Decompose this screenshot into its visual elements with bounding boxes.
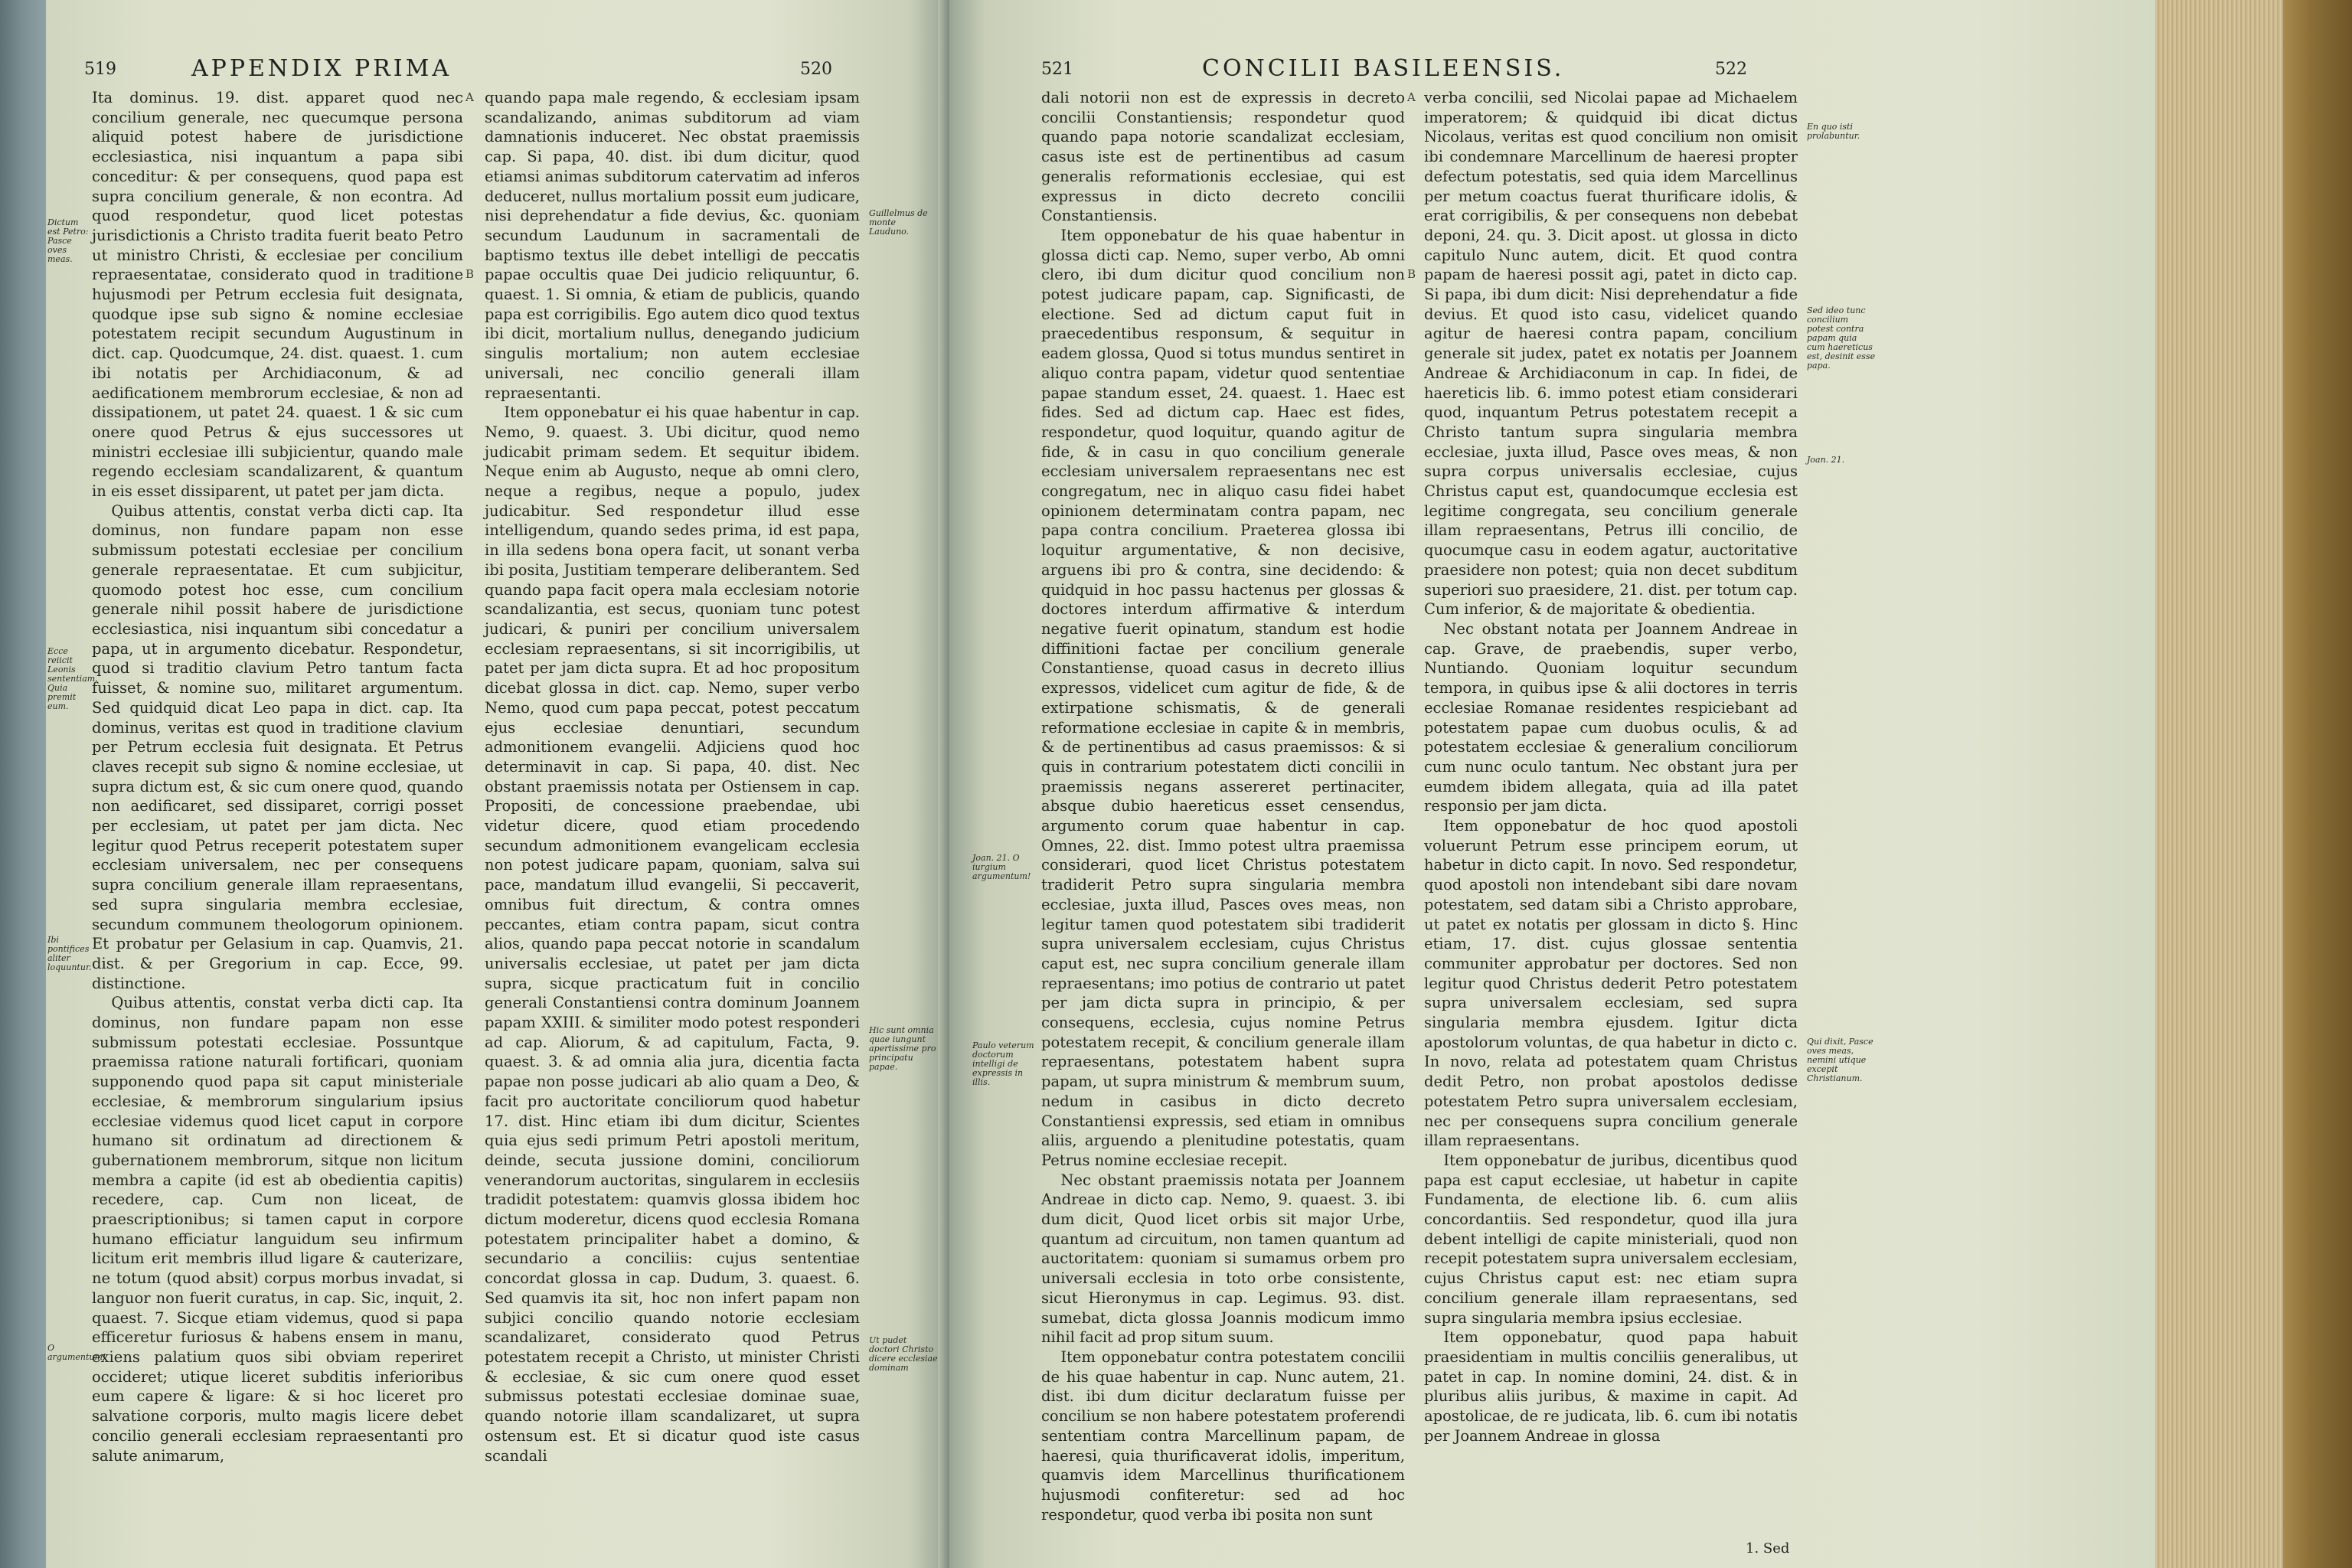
running-head-left: APPENDIX PRIMA [191,55,452,82]
section-letters: A B [1407,90,1416,282]
margin-note: Ecce reiicit Leonis sententiam. Quia premit eum. [47,646,98,711]
page-edges [2155,0,2352,1568]
left-column-2 [485,88,860,1543]
right-page [949,0,2155,1568]
margin-note: Ibi pontifices aliter loquuntur. [47,935,92,972]
margin-note: Sed ideo tunc concilium potest contra papam quia cum haereticus est, desinit esse papa. [1807,305,1876,371]
paragraph: Nec obstant notata per Joannem Andreae in cap. Grave, de praebendis, super verbo, Nuntiando. Quoniam loquitur secundum tempora, in quibus ipse & alii doctores in terris ecclesiae Romanae residentes respiciebant ad potestatem papae cum duobus oculis, & ad potestatem ecclesiae & generalium conciliorum cum nunc oculo tantum. Nec obstant jura per eumdem ibidem allegata, quia ad illa patet responsio per jam dicta. [1424,619,1798,815]
right-column-2 [1424,88,1798,1543]
paragraph: verba concilii, sed Nicolai papae ad Michaelem imperatorem; & quidquid ibi dicat dictus Nicolaus, veritas est quod concilium non omisit ibi condemnare Marcellinum de haeresi propter defectum potestatis, sed quia idem Marcellinus per metum coactus fuerat thurificare idolis, & erat corrigibilis, & per consequens non debebat deponi, 24. qu. 3. Dicit apost. ut glossa in dicto capitulo Nunc autem, dicit. Et quod contra papam de haeresi possit agi, patet in dicto cap. Si papa, ibi dum dicit: Nisi deprehendatur a fide devius. Et quod isto casu, videlicet quando agitur de haeresi contra papam, concilium generale sit judex, patet ex notatis per Joannem Andreae & Archidiaconum in cap. In fidei, de haereticis lib. 6. immo potest etiam considerari quod, inquantum Petrus potestatem recepit a Christo tantum supra singularia membra ecclesiae, juxta illud, Pasce oves meas, & non supra corpus universalis ecclesiae, cujus Christus caput est, quandocumque ecclesia est legitime congregata, seu concilium generale illam repraesentans, Petrus illi concilio, de quocumque casu in eodem agatur, auctoritative praesidere non potest; quia non decet subditum superiori suo praesidere, 21. dist. per totum cap. Cum inferior, & de majoritate & obedientia. [1424,89,1798,619]
margin-note: Joan. 21. O iurgium argumentum! [972,853,1031,881]
paragraph: Quibus attentis, constat verba dicti cap. Ita dominus, non fundare papam non esse submissum potestati ecclesiae. Possuntque praemissa ratione naturali fortificari, quoniam supponendo quod papa sit caput ministeriale ecclesiae, & membrorum singularium ipsius ecclesiae videmus quod licet caput in corpore humano sit ordinatum ad directionem & gubernationem membrorum, sitque non licitum membra a capite (id est ab obedientia capitis) recedere, cap. Cum non liceat, de praescriptionibus; si tamen caput in corpore humano efficiatur languidum seu infirmum licitum erit membris illud ligare & cauterizare, ne totum (quod absit) corpus morbus invadat, si languor non fuerit curatus, in cap. Sic, inquit, 2. quaest. 7. Sicque etiam videmus, quod si papa efficeretur furiosus & habens ensem in manu, exiens palatium quos sibi obviam reperiret occideret; utique liceret subditis inferioribus eum capere & ligare: & si hoc liceret pro salvatione corporis, multo magis licere debet concilio generali ecclesiam repraesentanti pro salute animarum, [92,994,463,1465]
paragraph: Item opponebatur, quod papa habuit praesidentiam in multis conciliis generalibus, ut patet in cap. In nomine domini, 24. dist. & in pluribus aliis juribus, & maxime in capit. Ad apostolicae, de re judicata, lib. 6. cum ibi notatis per Joannem Andreae in glossa [1424,1328,1798,1445]
section-letters: A B [466,90,475,282]
paragraph: Item opponebatur de his quae habentur in glossa dicti cap. Nemo, super verbo, Ab omni clero, ibi dum dicitur quod concilium non potest judicare papam, cap. Significasti, de electione. Sed ad dictum caput fuit in praecedentibus responsum, & sequitur in eadem glossa, Quod si totus mundus sentiret in aliquo contra papam, videtur quod sententiae papae standum esset, 24. quaest. 1. Haec est fides. Sed ad dictum cap. Haec est fides, respondetur, quod loquitur, quando agitur de fide, & in casu in quo concilium generale ecclesiam universalem repraesentans nec est congregatum, nec in aliquo casu fidei habet opinionem determinatam contra papam, nec papa contra concilium. Praeterea glossa ibi loquitur argumentative, & non decisive, arguens ibi pro & contra, sine decidendo: & quidquid in hoc passu hactenus per glossas & doctores interdum affirmative & interdum negative fuerit opinatum, standum est hodie diffinitioni factae per concilium generale Constantiense, quoad casus in decreto illius expressos, videlicet cum agitur de fide, & de extirpatione schismatis, & de generali reformatione ecclesiae in capite & in membris, & de pertinentibus ad casus praemissos: & si quis in contrarium potestatem dicti concilii in praemissis negans assereret pertinaciter, absque dubio haereticus esset censendus, argumento corum quae habentur in cap. Omnes, 22. dist. Immo potest ultra praemissa considerari, quod licet Christus potestatem tradiderit Petro supra singularia membra ecclesiae, juxta illud, Pasces oves meas, non legitur tamen quod potestatem sibi tradiderit supra universalem ecclesiam, cujus Christus caput est, nec supra concilium generale illam repraesentans; imo potius de contrario ut patet per jam dicta supra in principio, & per consequens, ecclesia, cujus nomine Petrus potestatem recepit, & concilium generale illam repraesentans, potestatem habent supra papam, ut supra ministrum & membrum suum, nedum in casibus in dicto decreto Constantiensi expressis, sed etiam in omnibus aliis, arguendo a plenitudine potestatis, quam Petrus nomine ecclesiae recepit. [1041,226,1405,1169]
book-cover-edge [2283,0,2352,1568]
margin-note: Hic sunt omnia quae iungunt apertissime pro principatu papae. [869,1025,936,1072]
page-number-521: 521 [1041,60,1073,79]
page-number-522: 522 [1715,60,1747,79]
paragraph: Quibus attentis, constat verba dicti cap. Ita dominus, non fundare papam non esse submissum potestati ecclesiae per concilium generale repraesentatae. Et cum subjicitur, quomodo potest hoc esse, cum concilium generale nihil possit habere de jurisdictione ecclesiastica, nisi inquantum sibi concedatur a papa, ut in argumento dicebatur. Respondetur, quod si traditio clavium Petro tantum facta fuisset, & nomine suo, militaret argumentum. Sed quidquid dicat Leo papa in dict. cap. Ita dominus, veritas est quod in traditione clavium per Petrum ecclesia fuit designata. Et Petrus claves recepit sub signo & nomine ecclesiae, ut supra dictum est, & sic cum onere quod, quando non aedificaret, sed dissiparet, corrigi posset per ecclesiam, ut patet per jam dicta. Nec legitur quod Petrus receperit potestatem super ecclesiam universalem, nec per consequens supra concilium generale illam repraesentans, sed supra singularia membra ecclesiae, secundum communem theologorum opinionem. Et probatur per Gelasium in cap. Quamvis, 21. dist. & per Gregorium in cap. Ecce, 99. distinctione. [92,501,463,992]
margin-note: Joan. 21. [1807,455,1845,465]
paragraph: quando papa male regendo, & ecclesiam ipsam scandalizando, animas subditorum ad viam damnationis induceret. Nec obstat praemissis cap. Si papa, 40. dist. ibi dum dicitur, quod etiamsi animas subditorum catervatim ad inferos deduceret, nullus mortalium possit eum judicare, nisi deprehendatur a fide devius, &c. quoniam secundum Laudunum in sacramentali de baptismo textus ille debet intelligi de peccatis papae occultis quae Dei judicio reliquuntur, 6. quaest. 1. Si omnia, & etiam de publicis, quando papa est corrigibilis. Ego autem dico quod textus ibi dicit, mortalium nullus, denegando judicium singulis mortalium; non autem ecclesiae universali, nec concilio generali illam repraesentanti. [485,89,860,402]
catchword: 1. Sed [1746,1540,1790,1557]
running-head-right: CONCILII BASILEENSIS. [1202,55,1565,82]
page-number-520: 520 [800,60,832,79]
margin-note: Dictum est Petro: Pasce oves meas. [47,217,89,264]
margin-note: Guillelmus de monte Lauduno. [869,208,928,237]
page-number-519: 519 [84,60,116,79]
paragraph: dali notorii non est de expressis in decreto concilii Constantiensis; respondetur quod quando papa notorie scandalizat ecclesiam, casus iste est de pertinentibus ad casum generalis reformationis ecclesiae, qui est expressus in dicto decreto concilii Constantiensis. [1041,89,1405,225]
paragraph: Nec obstant praemissis notata per Joannem Andreae in dicto cap. Nemo, 9. quaest. 3. ibi dum dicit, Quod licet orbis sit major Urbe, quantum ad circuitum, non tamen quantum ad auctoritatem: quoniam si sumamus orbem pro universali ecclesia in toto orbe consistente, sicut Hieronymus in cap. Legimus. 93. dist. sumebat, dicta glossa Joannis modicum immo nihil facit ad prop situm suum. [1041,1171,1405,1347]
paragraph: Ita dominus. 19. dist. apparet quod nec concilium generale, nec quecumque persona aliquid potest habere de jurisdictione ecclesiastica, nisi inquantum a papa sibi conceditur: & per consequens, quod papa est supra concilium generale, & non econtra. Ad quod respondetur, quod licet potestas jurisdictionis a Christo tradita fuerit beato Petro ut ministro Christi, & ecclesiae per concilium repraesentatae, considerato quod in traditione hujusmodi per Petrum ecclesia fuit designata, quodque ipse sub signo & nomine ecclesiae potestatem recipit secundum Augustinum in dict. cap. Quodcumque, 24. dist. quaest. 1. cum ibi notatis per Archidiaconum, & ad aedificationem membrorum ecclesiae, & non ad dissipationem, ut patet 24. quaest. 1 & sic cum onere quod Petrus & ejus successores ut ministri ecclesiae illi subjicientur, quando male regendo ecclesiam scandalizarent, & quantum in eis esset dissiparent, ut patet per jam dicta. [92,89,463,501]
margin-note: En quo isti prolabuntur. [1807,122,1860,141]
margin-note: O argumentum! [47,1343,106,1362]
paragraph: Item opponebatur contra potestatem concilii de his quae habentur in cap. Nunc autem, 21. dist. ibi dum dicitur declaratum fuisse per concilium se non habere potestatem proferendi sententiam contra Marcellinum papam, de haeresi, quia thurificaverat idolis, imperitum, quamvis idem Marcellinus thurificationem hujusmodi confiteretur: sed ad hoc respondetur, quod verba ibi posita non sunt [1041,1348,1405,1524]
left-column-1 [92,88,463,1543]
paragraph: Item opponebatur de hoc quod apostoli voluerunt Petrum esse principem eorum, ut habetur in dicto capit. In novo. Sed respondetur, quod apostoli non intendebant sibi dare novam potestatem, sed datam sibi a Christo approbare, ut patet ex notatis per glossam in dicto §. Hinc etiam, 17. dist. cujus glossae sententia communiter approbatur per doctores. Sed non legitur quod Christus dederit Petro potestatem supra universalem ecclesiam, sed supra singularia membra ejusdem. Igitur dicta apostolorum voluntas, de qua habetur in dicto c. In novo, relata ad potestatem quam Christus dedit Petro, non probat apostolos dedisse potestatem Petro supra universalem ecclesiam, nec per consequens supra concilium generale illam repraesentans. [1424,817,1798,1150]
margin-note: Paulo veterum doctorum intelligi de expressis in illis. [972,1040,1034,1087]
margin-note: Ut pudet doctori Christo dicere ecclesiae dominam [869,1335,938,1373]
right-column-1 [1041,88,1405,1543]
paragraph: Item opponebatur de juribus, dicentibus quod papa est caput ecclesiae, ut habetur in capite Fundamenta, de electione lib. 6. cum aliis concordantiis. Sed respondetur, quod illa jura debent intelligi de capite ministeriali, quod non recepit potestatem supra universalem ecclesiam, cujus Christus caput est: nec etiam supra concilium generale illam repraesentans, sed supra singularia membra ipsius ecclesiae. [1424,1151,1798,1327]
paragraph: Item opponebatur ei his quae habentur in cap. Nemo, 9. quaest. 3. Ubi dicitur, quod nemo judicabit primam sedem. Et sequitur ibidem. Neque enim ab Augusto, neque ab omni clero, neque a regibus, neque a populo, judex judicabitur. Sed respondetur illud esse intelligendum, quando sedes prima, id est papa, in illa sedens bona opera facit, ut sonant verba ibi posita, Justitiam temperare deliberantem. Sed quando papa facit opera mala ecclesiam notorie scandalizantia, est secus, quoniam tunc potest judicari, & puniri per concilium universalem ecclesiam repraesentans, si sit incorrigibilis, ut patet per jam dicta supra. Et ad hoc propositum dicebat glossa in dict. cap. Nemo, super verbo Nemo, quod cum papa peccat, potest peccatum ejus ecclesiae denuntiari, secundum admonitionem evangelii. Adjiciens quod hoc determinavit in cap. Si papa, 40. dist. Nec obstant praemissis notata per Ostiensem in cap. Propositi, de concessione praebendae, ubi videtur dicere, quod etiam procedendo secundum admonitionem evangelicam ecclesia non potest judicare papam, quoniam, salva sui pace, mandatum illud evangelii, Si peccaverit, omnibus fuit directum, & contra omnes peccantes, etiam contra papam, sicut contra alios, quando papa peccat notorie in scandalum universalis ecclesiae, ut patet per jam dicta supra, sicque practicatum fuit in concilio generali Constantiensi contra dominum Joannem papam XXIII. & similiter modo potest responderi ad cap. Aliorum, & ad capitulum, Facta, 9. quaest. 3. & ad omnia alia jura, dicentia facta papae non posse judicari ab alio quam a Deo, & facit pro auctoritate conciliorum quod habetur 17. dist. Hinc etiam ibi dum dicitur, Scientes quia ejus sedi primum Petri apostoli meritum, deinde, secuta jussione domini, conciliorum venerandorum auctoritas, singularem in ecclesiis tradidit potestatem: quamvis glossa ibidem hoc dictum moderetur, dicens quod ecclesia Romana potestatem principaliter habet a domino, & secundario a conciliis: cujus sententiae concordat glossa in cap. Dudum, 3. quaest. 6. Sed quamvis ita sit, hoc non infert papam non subjici concilio quando notorie ecclesiam scandalizaret, considerato quod Petrus potestatem recepit a Christo, ut minister Christi & ecclesiae, & sic cum onere quod esset submissus potestati ecclesiae dominae suae, quando notorie illam scandalizaret, ut supra ostensum est. Et si dicatur quod iste casus scandali [485,403,860,1465]
margin-note: Qui dixit, Pasce oves meas, nemini utique excepit Christianum. [1807,1037,1873,1083]
left-page [46,0,946,1568]
